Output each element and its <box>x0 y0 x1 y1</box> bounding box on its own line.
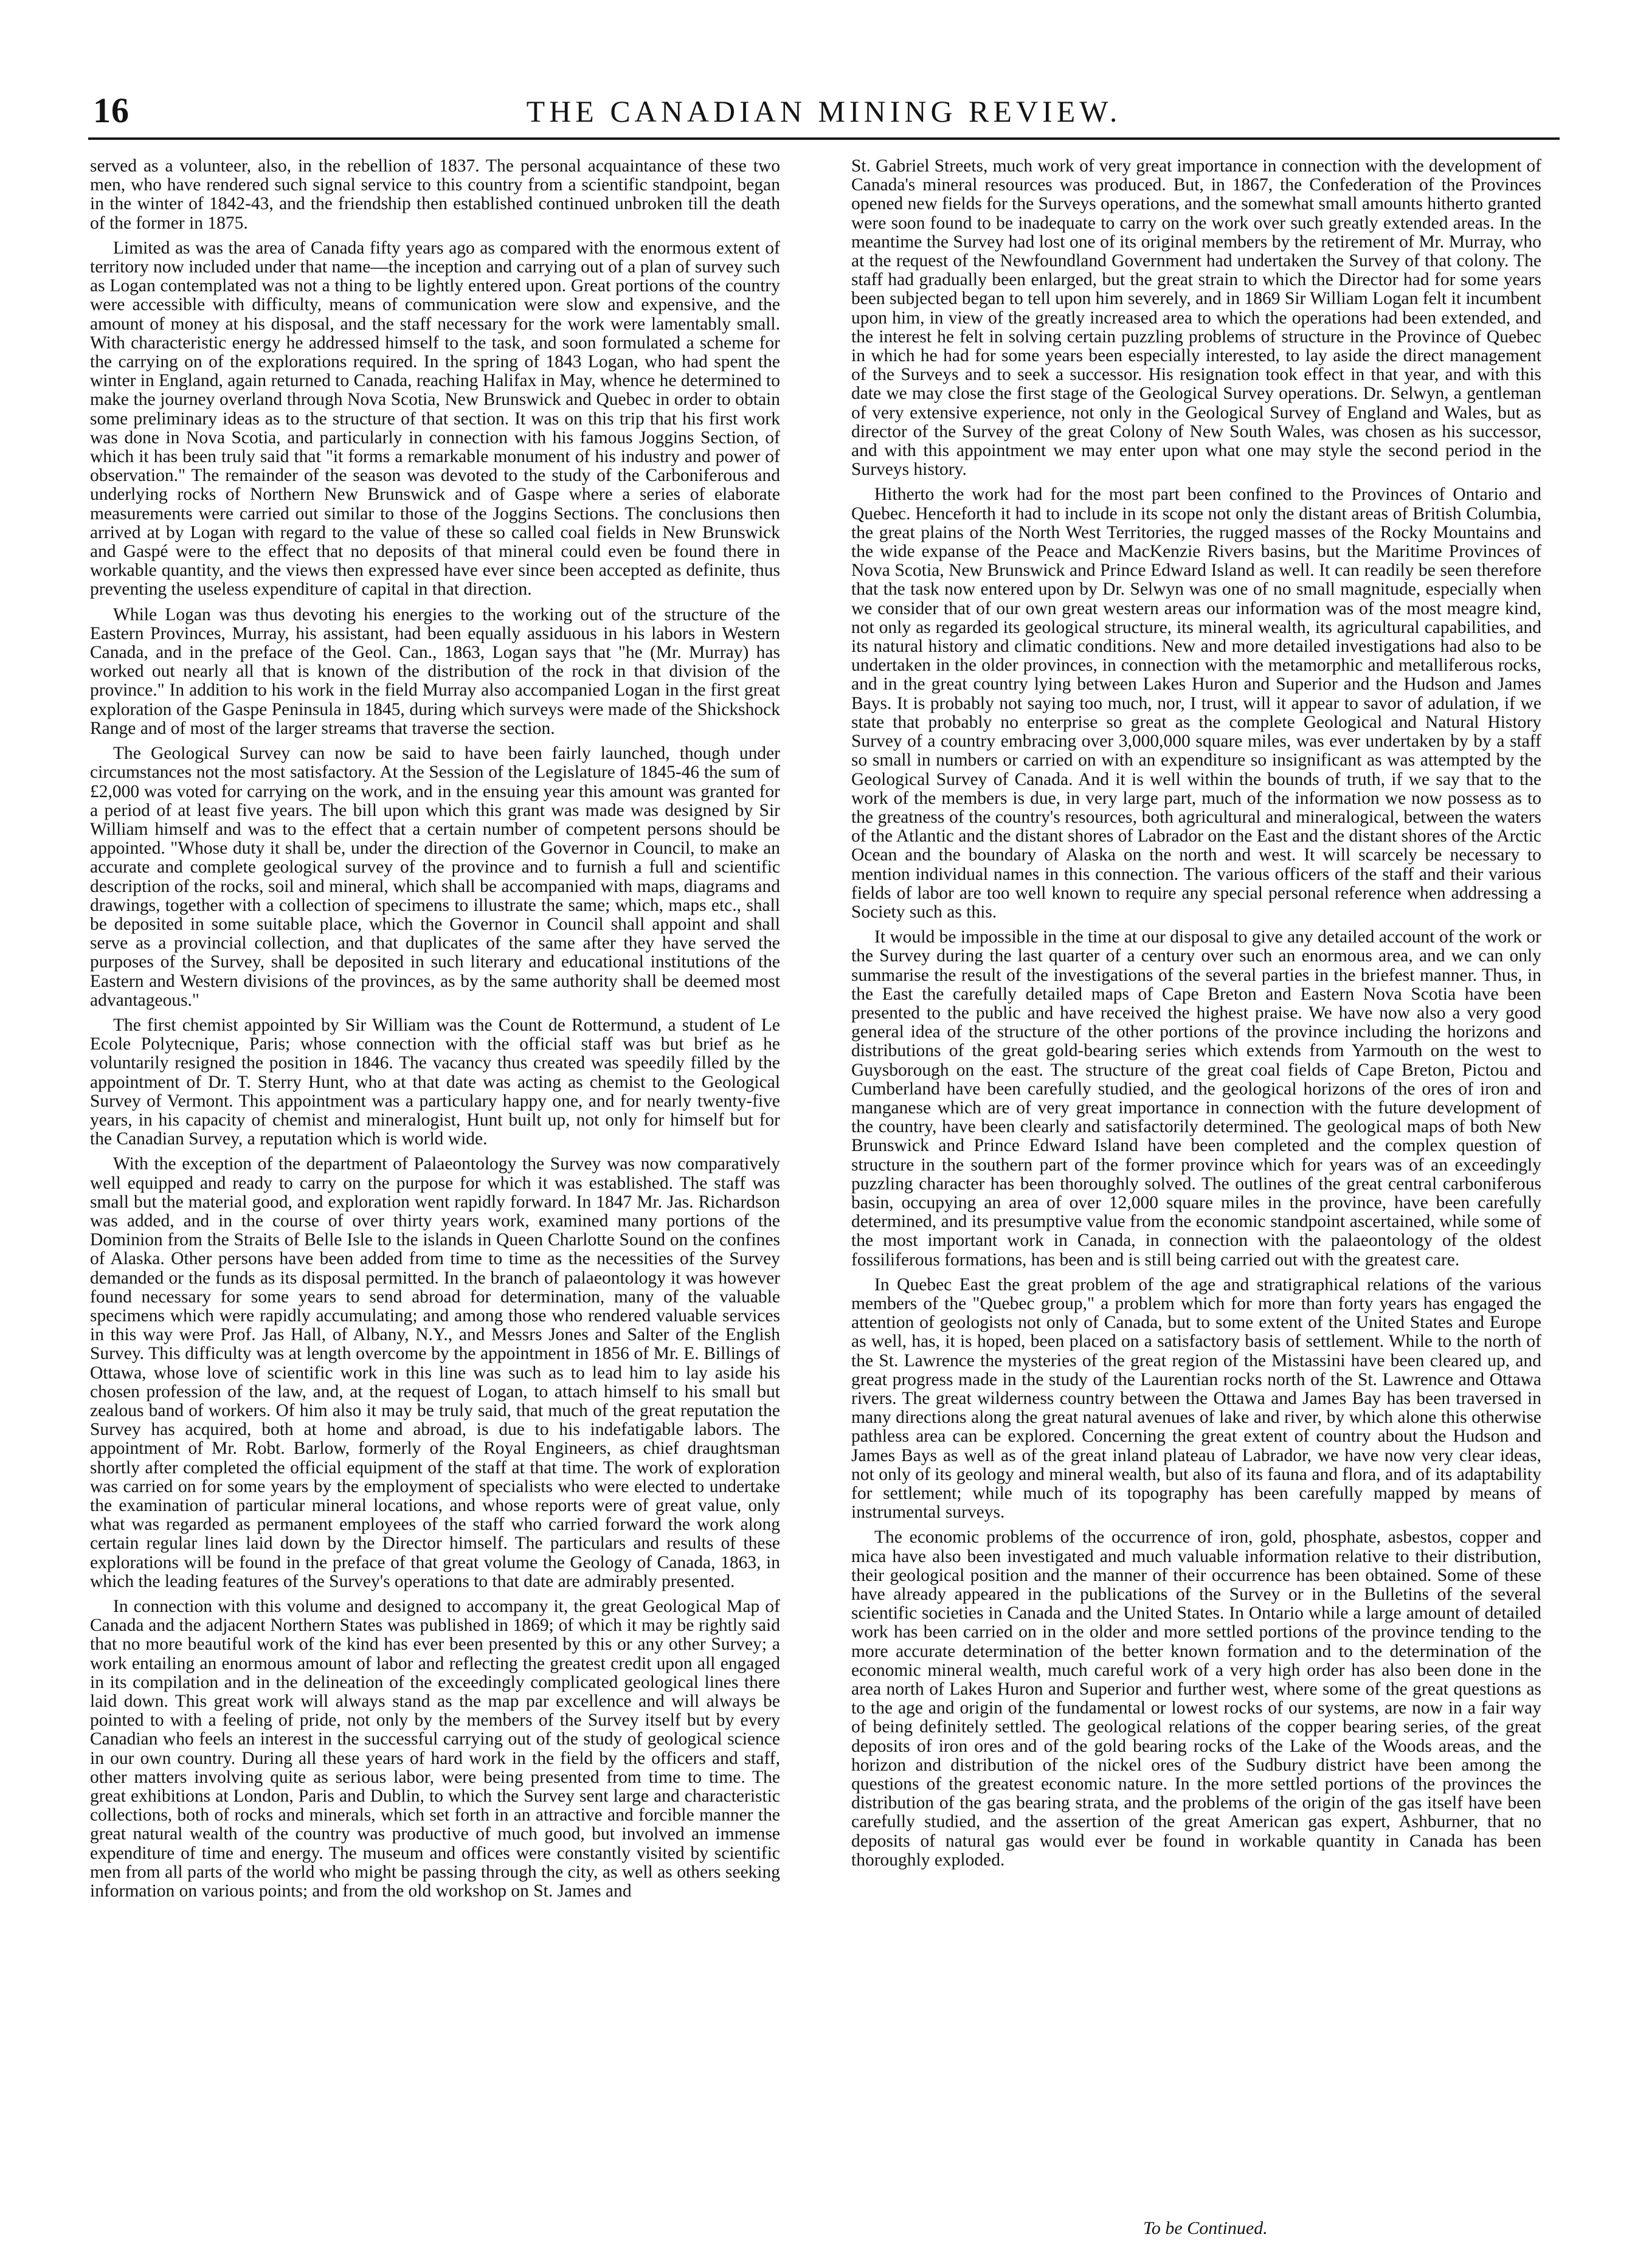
article-paragraph: In Quebec East the great problem of the age and stratigraphical relations of the various members of the "Quebec group," a problem which for more than forty years has engaged the attention of geologists not only of Canada, but to some extent of the United States and Europe as well, has, it is hoped, been placed on a satisfactory basis of settlement. While to the north of the St. Lawrence the mysteries of the great region of the Mistassini have been cleared up, and great progress made in the study of the Laurentian rocks north of the St. Lawrence and Ottawa rivers. The great wilderness country between the Ottawa and James Bay has been traversed in many directions along the great natural avenues of lake and river, by which alone this otherwise pathless area can be explored. Concerning the great extent of country about the Hudson and James Bays as well as of the great inland plateau of Labrador, we have now very clear ideas, not only of its geology and mineral wealth, but also of its fauna and flora, and of its adaptability for settlement; while much of its topography has been carefully mapped by means of instrumental surveys. <box>851 1274 1541 1523</box>
article-paragraph: The economic problems of the occurrence of iron, gold, phosphate, asbestos, copper and mica have also been investigated and much valuable information relative to their distribution, their geological position and the manner of their occurrence has been obtained. Some of these have already appeared in the publications of the Survey or in the Bulletins of the several scientific societies in Canada and the United States. In Ontario while a large amount of detailed work has been carried on in the older and more settled portions of the province tending to the more accurate determination of the better known formation and to the determination of the economic mineral wealth, much careful work of a very high order has also been done in the area north of Lakes Huron and Superior and further west, where some of the great questions as to the age and origin of the fundamental or lowest rocks of our systems, are now in a fair way of being definitely settled. The geological relations of the copper bearing series, of the great deposits of iron ores and of the gold bearing rocks of the Lake of the Woods areas, and the horizon and distribution of the nickel ores of the Sudbury district have been among the questions of the greatest economic nature. In the more settled portions of the provinces the distribution of the gas bearing strata, and the problems of the origin of the gas itself have been carefully studied, and the assertion of the great American gas expert, Ashburner, that no deposits of natural gas would ever be found in workable quantity in Canada has been thoroughly exploded. <box>851 1527 1541 1870</box>
article-paragraph: The first chemist appointed by Sir William was the Count de Rottermund, a student of Le Ecole Polytecnique, Paris; whose connection with the official staff was but brief as he voluntarily resigned the position in 1846. The vacancy thus created was speedily filled by the appointment of Dr. T. Sterry Hunt, who at that date was acting as chemist to the Geological Survey of Vermont. This appointment was a particulary happy one, and for nearly twenty-five years, in his capacity of chemist and mineralogist, Hunt built up, not only for himself but for the Canadian Survey, a reputation which is world wide. <box>90 1015 780 1149</box>
header-rule <box>88 137 1560 140</box>
page-header <box>88 90 1560 133</box>
continued-note: To be Continued. <box>1143 2218 1268 2238</box>
publication-title: THE CANADIAN MINING REVIEW. <box>526 94 1122 128</box>
left-column <box>90 157 780 2188</box>
right-column <box>851 157 1541 2188</box>
article-paragraph: With the exception of the department of Palaeontology the Survey was now comparatively well equipped and ready to carry on the purpose for which it was established. The staff was small but the material good, and exploration went rapidly forward. In 1847 Mr. Jas. Richardson was added, and in the course of over thirty years work, examined many portions of the Dominion from the Straits of Belle Isle to the islands in Queen Charlotte Sound on the confines of Alaska. Other persons have been added from time to time as the necessities of the Survey demanded or the funds as its disposal permitted. In the branch of palaeontology it was however found necessary for some years to send abroad for determination, many of the valuable specimens which were rapidly accumulating; and among those who rendered valuable services in this way were Prof. Jas Hall, of Albany, N.Y., and Messrs Jones and Salter of the English Survey. This difficulty was at length overcome by the appointment in 1856 of Mr. E. Billings of Ottawa, whose love of scientific work in this line was such as to lead him to lay aside his chosen profession of the law, and, at the request of Logan, to attach himself to his small but zealous band of workers. Of him also it may be truly said, that much of the great reputation the Survey has acquired, both at home and abroad, is due to his indefatigable labors. The appointment of Mr. Robt. Barlow, formerly of the Royal Engineers, as chief draughtsman shortly after completed the official equipment of the staff at that time. The work of exploration was carried on for some years by the employment of specialists who were elected to undertake the examination of particular mineral locations, and whose reports were of great value, only what was regarded as permanent employees of the staff who carried forward the work along certain regular lines laid down by the Director himself. The particulars and results of these explorations will be found in the preface of that great volume the Geology of Canada, 1863, in which the leading features of the Survey's operations to that date are admirably presented. <box>90 1154 780 1591</box>
article-paragraph: Hitherto the work had for the most part been confined to the Provinces of Ontario and Quebec. Henceforth it had to include in its scope not only the distant areas of British Columbia, the great plains of the North West Territories, the rugged masses of the Rocky Mountains and the wide expanse of the Peace and MacKenzie Rivers basins, but the Maritime Provinces of Nova Scotia, New Brunswick and Prince Edward Island as well. It can readily be seen therefore that the task now entered upon by Dr. Selwyn was one of no small magnitude, especially when we consider that of our own great western areas our information was of the most meagre kind, not only as regarded its geological structure, its mineral wealth, its agricultural capabilities, and its natural history and climatic conditions. New and more detailed investigations had also to be undertaken in the older provinces, in connection with the metamorphic and metalliferous rocks, and in the great country lying between Lakes Huron and Superior and the Hudson and James Bays. It is probably not saying too much, nor, I trust, will it appear to savor of adulation, if we state that probably no enterprise so great as the complete Geological and Natural History Survey of a country embracing over 3,000,000 square miles, was ever undertaken by by a staff so small in numbers or carried on with an expenditure so insignificant as was attempted by the Geological Survey of Canada. And it is well within the bounds of truth, if we say that to the work of the members is due, in very large part, much of the information we now possess as to the greatness of the country's resources, both agricultural and mineralogical, between the waters of the Atlantic and the distant shores of Labrador on the East and the distant shores of the Arctic Ocean and the boundary of Alaska on the north and west. It will scarcely be necessary to mention individual names in this connection. The various officers of the staff and their various fields of labor are too well known to require any special personal reference when addressing a Society such as this. <box>851 485 1541 922</box>
article-paragraph: The Geological Survey can now be said to have been fairly launched, though under circumstances not the most satisfactory. At the Session of the Legislature of 1845-46 the sum of £2,000 was voted for carrying on the work, and in the ensuing year this amount was granted for a period of at least five years. The bill upon which this grant was made was designed by Sir William himself and was to the effect that a certain number of competent persons should be appointed. "Whose duty it shall be, under the direction of the Governor in Council, to make an accurate and complete geological survey of the province and to furnish a full and scientific description of the rocks, soil and mineral, which shall be accompanied with maps, diagrams and drawings, together with a collection of specimens to illustrate the same; which, maps etc., shall be deposited in some suitable place, which the Governor in Council shall appoint and shall serve as a provincial collection, and that duplicates of the same after they have served the purposes of the Survey, shall be deposited in such literary and educational institutions of the Eastern and Western divisions of the provinces, as by the same authority shall be deemed most advantageous." <box>90 744 780 1010</box>
article-paragraph: In connection with this volume and designed to accompany it, the great Geological Map of Canada and the adjacent Northern States was published in 1869; of which it may be rightly said that no more beautiful work of the kind has ever been presented by this or any other Survey; a work entailing an enormous amount of labor and reflecting the greatest credit upon all engaged in its compilation and in the delineation of the exceedingly complicated geological lines there laid down. This great work will always stand as the map par excellence and will always be pointed to with a feeling of pride, not only by the members of the Survey itself but by every Canadian who feels an interest in the successful carrying out of the study of geological science in our own country. During all these years of hard work in the field by the officers and staff, other matters involving quite as serious labor, were being presented from time to time. The great exhibitions at London, Paris and Dublin, to which the Survey sent large and characteristic collections, both of rocks and minerals, which set forth in an attractive and forcible manner the great natural wealth of the country was productive of much good, but involved an immense expenditure of time and energy. The museum and offices were constantly visited by scientific men from all parts of the world who might be passing through the city, as well as others seeking information on various points; and from the old workshop on St. James and <box>90 1597 780 1901</box>
article-paragraph: served as a volunteer, also, in the rebellion of 1837. The personal acquaintance of these two men, who have rendered such signal service to this country from a scientific standpoint, began in the winter of 1842-43, and the friendship then established continued unbroken till the death of the former in 1875. <box>90 157 780 233</box>
page-number: 16 <box>93 91 130 130</box>
article-paragraph: While Logan was thus devoting his energies to the working out of the structure of the Eastern Provinces, Murray, his assistant, had been equally assiduous in his labors in Western Canada, and in the preface of the Geol. Can., 1863, Logan says that "he (Mr. Murray) has worked out nearly all that is known of the distribution of the rock in that division of the province." In addition to his work in the field Murray also accompanied Logan in the first great exploration of the Gaspe Peninsula in 1845, during which surveys were made of the Shickshock Range and of most of the larger streams that traverse the section. <box>90 604 780 738</box>
article-paragraph: It would be impossible in the time at our disposal to give any detailed account of the work or the Survey during the last quarter of a century over such an enormous area, and we can only summarise the result of the investigations of the several parties in the briefest manner. Thus, in the East the carefully detailed maps of Cape Breton and Eastern Nova Scotia have been presented to the public and have received the highest praise. We have now also a very good general idea of the structure of the other portions of the province including the horizons and distributions of the great gold-bearing series which extends from Yarmouth on the west to Guysborough on the east. The structure of the great coal fields of Cape Breton, Pictou and Cumberland have been carefully studied, and the geological horizons of the ores of iron and manganese which are of very great importance in connection with the future development of the country, have been clearly and satisfactorily determined. The geological maps of both New Brunswick and Prince Edward Island have been completed and the complex question of structure in the southern part of the former province which for years was of an exceedingly puzzling character has been thoroughly solved. The outlines of the great central carboniferous basin, occupying an area of over 12,000 square miles in the province, have been carefully determined, and its presumptive value from the economic standpoint ascertained, while some of the most important work in Canada, in connection with the palaeontology of the oldest fossiliferous formations, has been and is still being carried out with the greatest care. <box>851 927 1541 1270</box>
article-paragraph: St. Gabriel Streets, much work of very great importance in connection with the development of Canada's mineral resources was produced. But, in 1867, the Confederation of the Provinces opened new fields for the Surveys operations, and the somewhat small amounts hitherto granted were soon found to be inadequate to carry on the work over such greatly extended areas. In the meantime the Survey had lost one of its original members by the retirement of Mr. Murray, who at the request of the Newfoundland Government had undertaken the Survey of that colony. The staff had gradually been enlarged, but the great strain to which the Director had for some years been subjected began to tell upon him severely, and in 1869 Sir William Logan felt it incumbent upon him, in view of the greatly increased area to which the operations had been extended, and the interest he felt in solving certain puzzling problems of structure in the Province of Quebec in which he had for some years been especially interested, to lay aside the direct management of the Surveys and to seek a successor. His resignation took effect in that year, and with this date we may close the first stage of the Geological Survey operations. Dr. Selwyn, a gentleman of very extensive experience, not only in the Geological Survey of England and Wales, but as director of the Survey of the great Colony of New South Wales, was chosen as his successor, and with this appointment we may enter upon what one may style the second period in the Surveys history. <box>851 157 1541 480</box>
article-paragraph: Limited as was the area of Canada fifty years ago as compared with the enormous extent of territory now included under that name—the inception and carrying out of a plan of survey such as Logan contemplated was not a thing to be lightly entered upon. Great portions of the country were accessible with difficulty, means of communication were slow and expensive, and the amount of money at his disposal, and the staff necessary for the work were lamentably small. With characteristic energy he addressed himself to the task, and soon formulated a scheme for the carrying on of the explorations required. In the spring of 1843 Logan, who had spent the winter in England, again returned to Canada, reaching Halifax in May, whence he determined to make the journey overland through Nova Scotia, New Brunswick and Quebec in order to obtain some preliminary ideas as to the structure of that section. It was on this trip that his first work was done in Nova Scotia, and particularly in connection with his famous Joggins Section, of which it has been truly said that "it forms a remarkable monument of his industry and power of observation." The remainder of the season was devoted to the study of the Carboniferous and underlying rocks of Northern New Brunswick and of Gaspe where a series of elaborate measurements were carried out similar to those of the Joggins Sections. The conclusions then arrived at by Logan with regard to the value of these so called coal fields in New Brunswick and Gaspé were to the effect that no deposits of that mineral could even be found there in workable quantity, and the views then expressed have ever since been accepted as definite, thus preventing the useless expenditure of capital in that direction. <box>90 238 780 600</box>
